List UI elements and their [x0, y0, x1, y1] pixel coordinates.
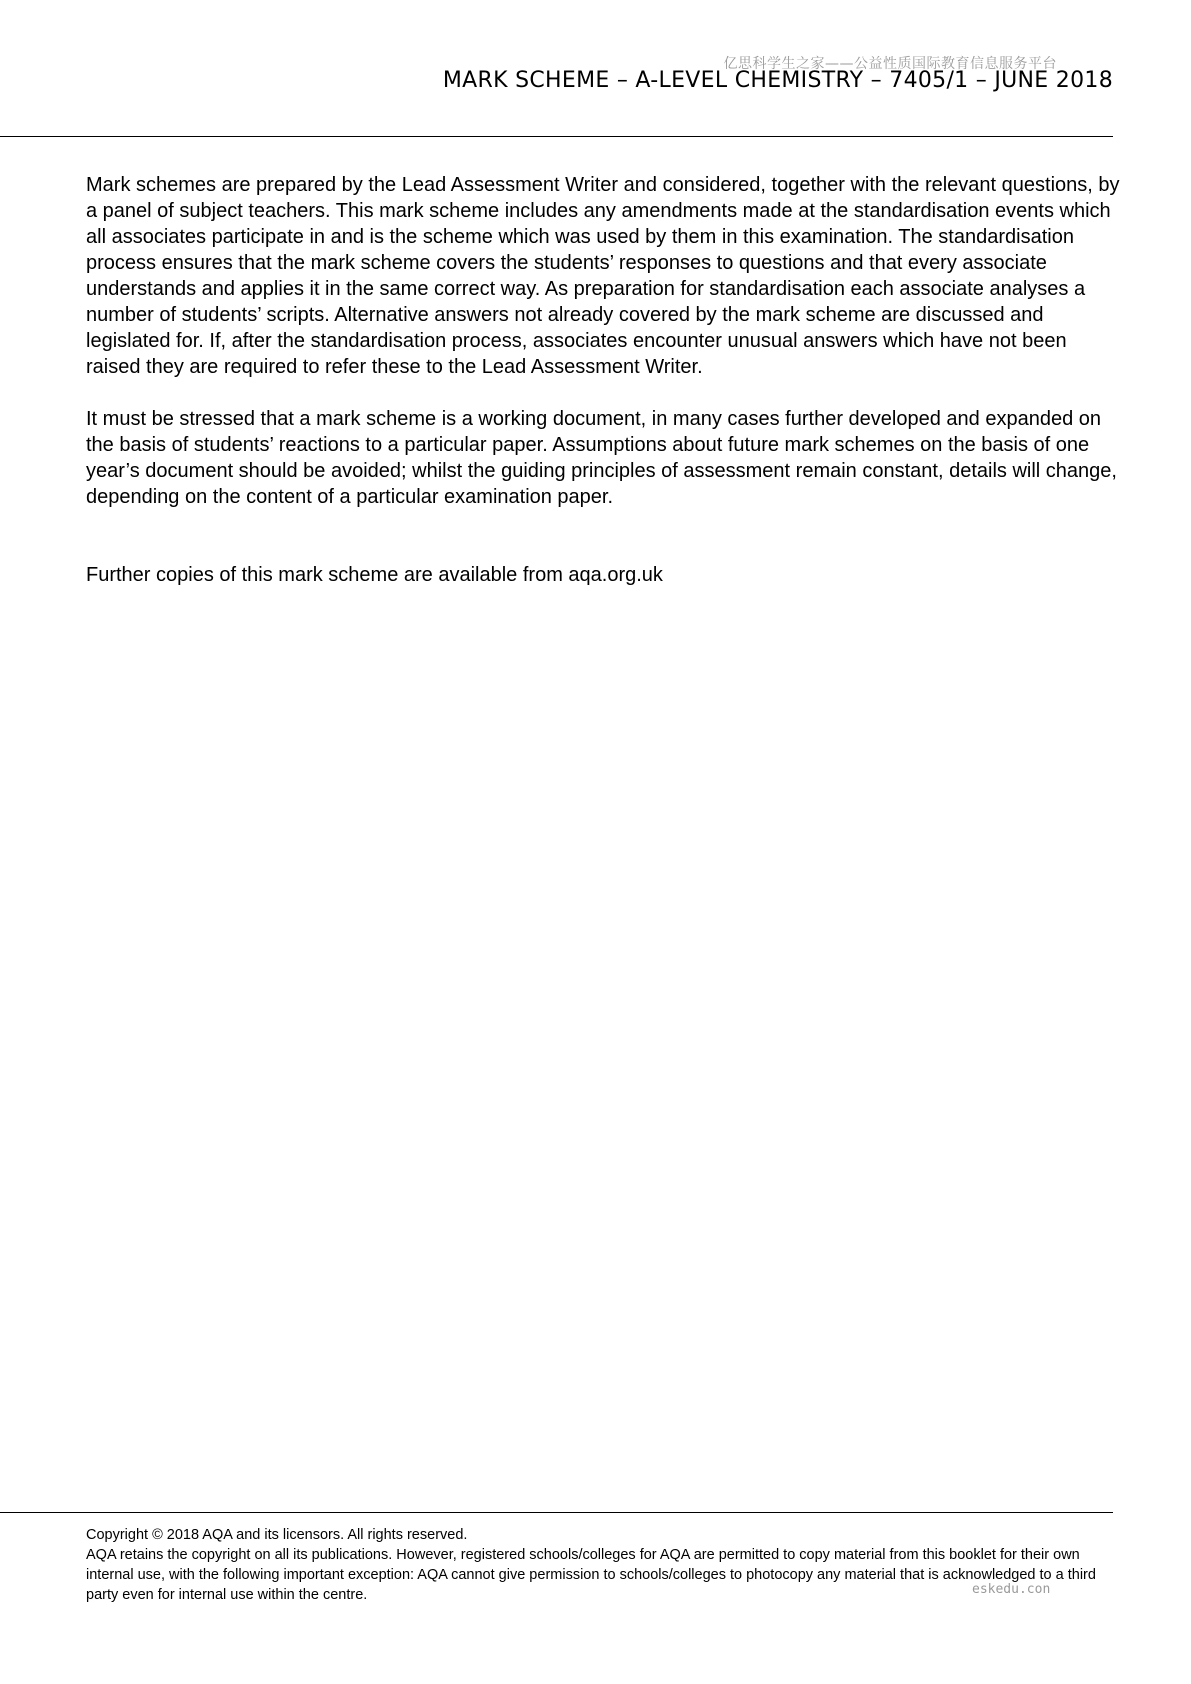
watermark-text-bottom: eskedu.con: [972, 1582, 1051, 1597]
main-content: [86, 172, 1126, 588]
further-copies-paragraph: Further copies of this mark scheme are available from aqa.org.uk: [86, 564, 663, 586]
header-divider: [0, 136, 1113, 137]
copyright-notice: AQA retains the copyright on all its publications. However, registered schools/colleges for AQA are permitted to copy material from this booklet for their own internal use, with the following important exception: AQA cannot give permission to schools/colleges to photocopy any material that is acknowledged to a third party even for internal use within the centre.: [86, 1547, 1096, 1603]
page-header-title: MARK SCHEME – A-LEVEL CHEMISTRY – 7405/1 – JUNE 2018: [442, 68, 1113, 93]
watermark-text-top: 亿思科学生之家——公益性质国际教育信息服务平台: [723, 56, 1057, 72]
page-footer: [86, 1525, 1121, 1605]
working-document-paragraph: It must be stressed that a mark scheme is a working document, in many cases further developed and expanded on the basis of students’ reactions to a particular paper. Assumptions about future mark schemes on the basis of one year’s document should be avoided; whilst the guiding principles of assessment remain constant, details will change, depending on the content of a particular examination paper.: [86, 408, 1117, 508]
intro-paragraph: Mark schemes are prepared by the Lead Assessment Writer and considered, together with the relevant questions, by a panel of subject teachers. This mark scheme includes any amendments made at the standardisation events which all associates participate in and is the scheme which was used by them in this examination. The standardisation process ensures that the mark scheme covers the students’ responses to questions and that every associate understands and applies it in the same correct way. As preparation for standardisation each associate analyses a number of students’ scripts. Alternative answers not already covered by the mark scheme are discussed and legislated for. If, after the standardisation process, associates encounter unusual answers which have not been raised they are required to refer these to the Lead Assessment Writer.: [86, 174, 1120, 378]
copyright-line: Copyright © 2018 AQA and its licensors. All rights reserved.: [86, 1527, 468, 1543]
footer-divider: [0, 1512, 1113, 1513]
